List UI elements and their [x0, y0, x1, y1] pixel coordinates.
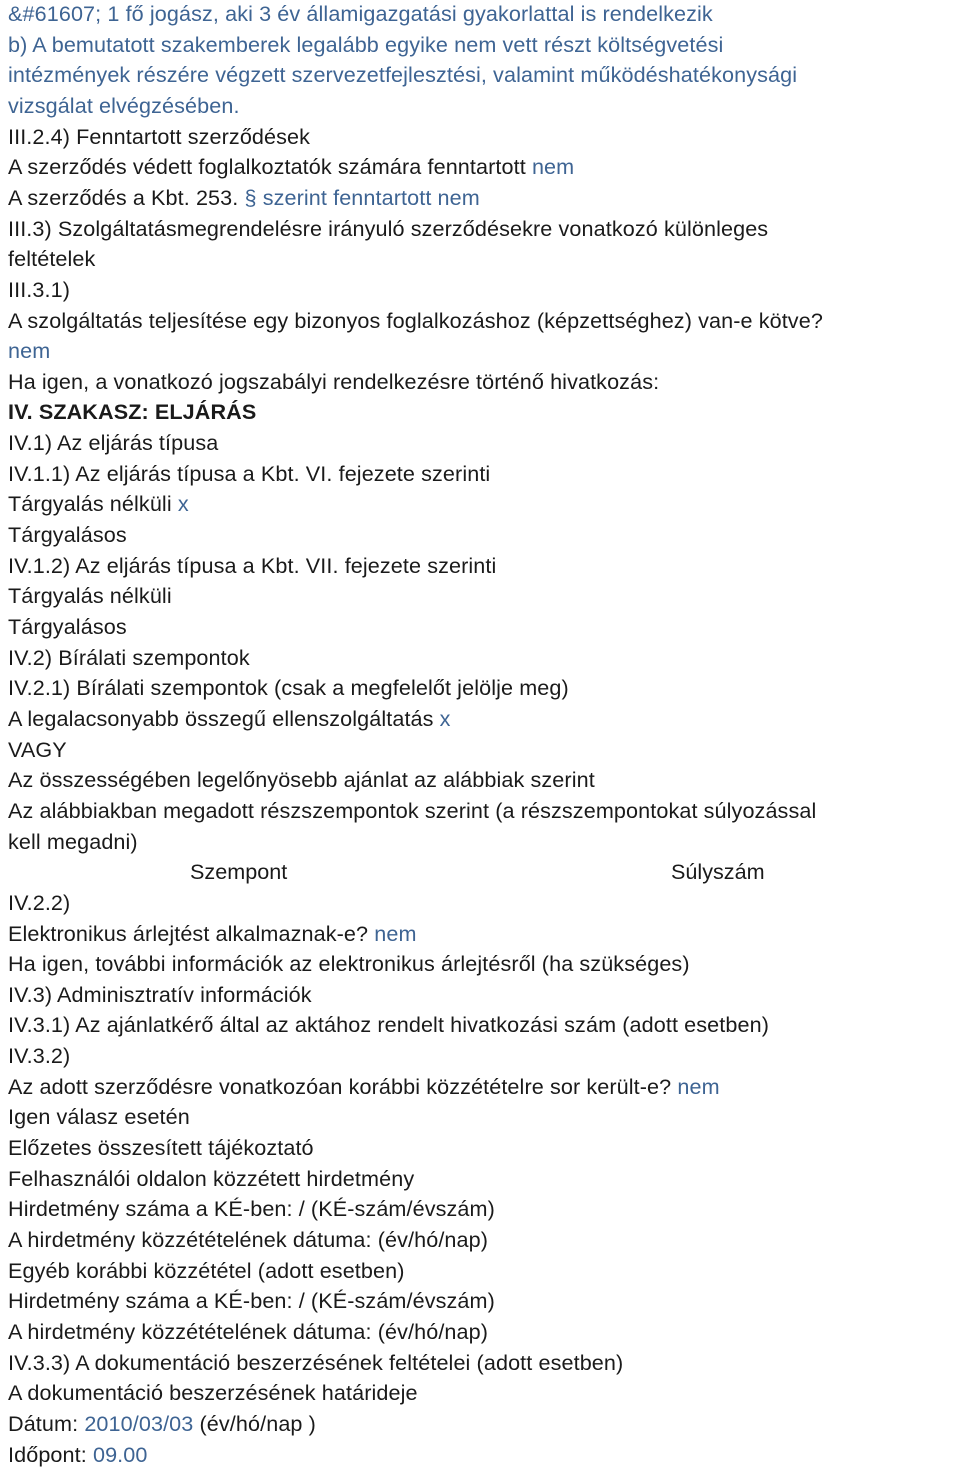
field-value: § szerint fenntartott nem: [244, 184, 480, 210]
document-line: [8, 889, 70, 919]
document-line: [8, 521, 127, 551]
line-text: Előzetes összesített tájékoztató: [8, 1135, 314, 1161]
line-text: Az összességében legelőnyösebb ajánlat az alábbiak szerint: [8, 767, 595, 793]
line-text: Egyéb korábbi közzététel (adott esetben): [8, 1257, 405, 1283]
document-line: [8, 552, 496, 582]
line-text: A hirdetmény közzétételének dátuma: (év/hó/nap): [8, 1318, 489, 1344]
line-text: IV.3.3) A dokumentáció beszerzésének feltételei (adott esetben): [8, 1349, 624, 1375]
line-text: IV.3.2): [8, 1043, 71, 1069]
field-value: nem: [677, 1073, 720, 1099]
document-line: [8, 123, 310, 153]
line-text: III.2.4) Fenntartott szerződések: [8, 123, 311, 149]
document-line: [8, 920, 417, 950]
line-text: III.3.1): [8, 276, 71, 302]
document-line: [8, 736, 67, 766]
line-text: IV.1.2) Az eljárás típusa a Kbt. VII. fejezete szerinti: [8, 552, 497, 578]
line-text: Elektronikus árlejtést alkalmaznak-e?: [8, 920, 375, 946]
document-line: [8, 981, 312, 1011]
field-value: nem: [374, 920, 417, 946]
document-line: [8, 1042, 70, 1072]
line-text: IV.3) Adminisztratív információk: [8, 981, 312, 1007]
document-line: [8, 276, 70, 306]
line-text: &#61607; 1 fő jogász, aki 3 év államigazgatási gyakorlattal is rendelkezik: [8, 1, 713, 26]
document-line: [8, 1379, 418, 1409]
table-header-szempont: Szempont: [190, 859, 288, 884]
document-line: [8, 1195, 495, 1225]
document-line: [8, 1226, 488, 1256]
line-text: feltételek: [8, 246, 96, 272]
document-line: [8, 429, 218, 459]
line-text: b) A bemutatott szakemberek legalább egyike nem vett részt költségvetési: [8, 31, 724, 57]
line-text: IV.1.1) Az eljárás típusa a Kbt. VI. fejezete szerinti: [8, 460, 491, 486]
line-text: IV.1) Az eljárás típusa: [8, 430, 219, 456]
line-text: Időpont:: [8, 1441, 93, 1467]
document-line: [8, 1134, 314, 1164]
line-text: vizsgálat elvégzésében.: [8, 92, 240, 118]
field-value: x: [439, 705, 451, 731]
document-line: [8, 1103, 190, 1133]
line-text: IV.2.1) Bírálati szempontok (csak a megfelelőt jelölje meg): [8, 675, 569, 701]
field-value: 09.00: [92, 1441, 148, 1467]
document-line: [8, 582, 172, 612]
line-text: intézmények részére végzett szervezetfejlesztési, valamint működéshatékonysági: [8, 62, 798, 88]
line-text: IV.2) Bírálati szempontok: [8, 644, 250, 670]
document-line: [8, 368, 659, 398]
line-text: kell megadni): [8, 828, 138, 854]
line-text: Tárgyalás nélküli: [8, 491, 178, 517]
document-line: [8, 398, 256, 428]
document-line: [8, 61, 797, 91]
field-value: x: [177, 491, 189, 517]
document-line: [8, 1011, 769, 1041]
line-text: A legalacsonyabb összegű ellenszolgáltatás: [8, 705, 440, 731]
line-text: nem: [8, 338, 51, 364]
document-line: [8, 490, 189, 520]
line-text: Hirdetmény száma a KÉ-ben: / (KÉ-szám/évszám): [8, 1196, 495, 1222]
document-line: [8, 1257, 405, 1287]
line-text: Tárgyalásos: [8, 522, 127, 548]
document-line: [8, 215, 768, 245]
line-text: Felhasználói oldalon közzétett hirdetmény: [8, 1165, 415, 1191]
line-text: Tárgyalásos: [8, 614, 127, 639]
line-text: Igen válasz esetén: [8, 1104, 190, 1130]
document-line: [8, 766, 595, 796]
line-text: Hirdetmény száma a KÉ-ben: / (KÉ-szám/évszám): [8, 1288, 495, 1314]
document-line: [8, 613, 127, 643]
document-line: [8, 0, 713, 30]
line-text: A hirdetmény közzétételének dátuma: (év/hó/nap): [8, 1227, 489, 1252]
document-line: [8, 307, 823, 337]
table-header-sulyszam: Súlyszám: [671, 859, 765, 884]
document-line: [8, 337, 50, 367]
line-text: IV.2.2): [8, 889, 71, 915]
line-text: Az adott szerződésre vonatkozóan korábbi közzétételre sor került-e?: [8, 1073, 678, 1099]
document-line: [8, 184, 480, 214]
document-line: [8, 644, 250, 674]
line-text: III.3) Szolgáltatásmegrendelésre irányuló szerződésekre vonatkozó különleges: [8, 215, 769, 241]
line-text: Ha igen, a vonatkozó jogszabályi rendelkezésre történő hivatkozás:: [8, 368, 660, 394]
document-line: [8, 1287, 495, 1317]
line-text: A szerződés a Kbt. 253.: [8, 184, 245, 210]
line-suffix: (év/hó/nap ): [193, 1410, 316, 1436]
document-line: [8, 92, 240, 122]
line-text: Tárgyalás nélküli: [8, 583, 172, 609]
line-text: Az alábbiakban megadott részszempontok szerint (a részszempontokat súlyozással: [8, 797, 817, 823]
document-line: [8, 1073, 720, 1103]
document-line: [8, 1165, 414, 1195]
field-value: nem: [531, 154, 575, 180]
document-line: [8, 1349, 623, 1379]
document-line: [8, 1318, 488, 1348]
line-text: A szerződés védett foglalkoztatók számára fenntartott: [8, 154, 532, 180]
document-line: [8, 950, 690, 980]
document-line: [8, 460, 490, 490]
document-line: [8, 245, 95, 275]
line-text: Ha igen, további információk az elektronikus árlejtésről (ha szükséges): [8, 951, 690, 977]
document-line: [8, 153, 574, 183]
document-line: [8, 1410, 316, 1440]
field-value: 2010/03/03: [84, 1410, 194, 1436]
line-text: A szolgáltatás teljesítése egy bizonyos foglalkozáshoz (képzettséghez) van-e kötve?: [8, 307, 823, 333]
document-line: [8, 828, 138, 858]
line-text: A dokumentáció beszerzésének határideje: [8, 1380, 418, 1406]
line-text: VAGY: [8, 736, 67, 762]
document-line: [8, 674, 569, 704]
line-text: Dátum:: [8, 1410, 85, 1436]
line-text: IV. SZAKASZ: ELJÁRÁS: [8, 399, 257, 425]
document-line: [8, 797, 816, 827]
document-line: [8, 31, 723, 61]
document-line: [8, 705, 451, 735]
document-line: [8, 1441, 148, 1471]
line-text: IV.3.1) Az ajánlatkérő által az aktához rendelt hivatkozási szám (adott esetben): [8, 1012, 770, 1038]
